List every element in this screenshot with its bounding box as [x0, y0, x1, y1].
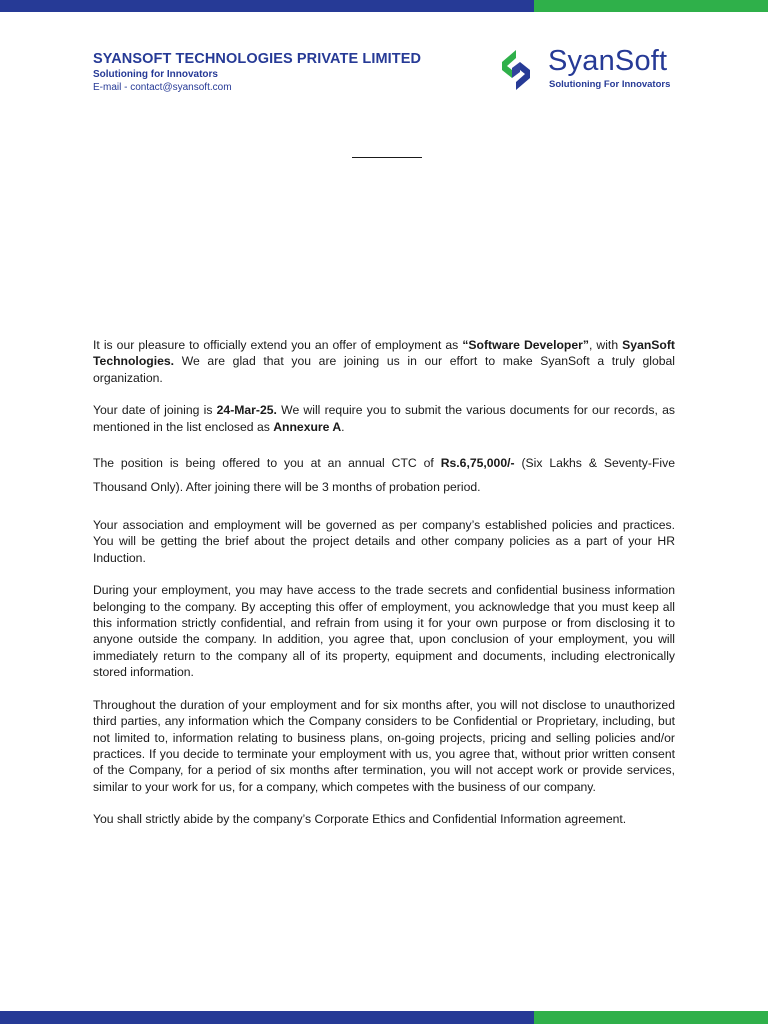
- ctc-text-start: The position is being offered to you at an annual CTC of: [93, 456, 441, 471]
- ctc-amount: Rs.6,75,000/-: [440, 456, 515, 471]
- paragraph-ethics: You shall strictly abide by the company’s Corporate Ethics and Confidential Information agreement.: [93, 812, 627, 827]
- company-name: SYANSOFT TECHNOLOGIES PRIVATE LIMITED: [93, 51, 422, 67]
- joining-date: 24-Mar-25.: [216, 403, 277, 418]
- offer-text-start: It is our pleasure to officially extend you an offer of employment as: [93, 338, 463, 352]
- logo-tagline: Solutioning For Innovators: [549, 79, 671, 90]
- job-role: “Software Developer”: [462, 338, 589, 352]
- joining-text-end: .: [341, 419, 345, 434]
- company-tagline: Solutioning for Innovators: [93, 69, 218, 80]
- company-reference: SyanSoft Technologies.: [93, 338, 675, 369]
- logo-wordmark: SyanSoft: [548, 45, 668, 77]
- paragraph-ctc: [93, 451, 675, 499]
- top-bar-blue-segment: [0, 0, 534, 12]
- joining-text-mid: We will require you to submit the various documents for our records, as mentioned in the list enclosed as: [93, 403, 675, 434]
- offer-text-mid: , with: [588, 338, 623, 352]
- bottom-bar-blue-segment: [0, 1011, 534, 1024]
- title-underline: [352, 157, 422, 158]
- joining-text-start: Your date of joining is: [93, 403, 217, 418]
- paragraph-joining: [93, 402, 675, 435]
- ctc-text-end: (Six Lakhs & Seventy-Five Thousand Only). After joining there will be 3 months of probation period.: [93, 456, 675, 495]
- paragraph-confidentiality: During your employment, you may have access to the trade secrets and confidential business information belonging to the company. By accepting this offer of employment, you acknowledge that you must keep all this information strictly confidential, and refrain from using it for your own purpose or from disclosing it to anyone outside the company. In addition, you agree that, upon conclusion of your employment, you will immediately return to the company all of its property, equipment and documents, including electronically stored information.: [93, 583, 675, 680]
- paragraph-policies: Your association and employment will be governed as per company’s established policies and practices. You will be getting the brief about the project details and other company policies as a part of your HR Induction.: [93, 518, 675, 565]
- bottom-bar-green-segment: [534, 1011, 768, 1024]
- paragraph-non-disclosure: Throughout the duration of your employment and for six months after, you will not disclose to unauthorized third parties, any information which the Company considers to be Confidential or Proprietary, including, but not limited to, information relating to business plans, on-going projects, pricing and selling policies and/or practices. If you decide to terminate your employment with us, you agree that, without prior written consent of the Company, for a period of six months after termination, you will not accept work or provide services, similar to your work for us, for a company, which competes with the business of our company.: [93, 697, 675, 794]
- bottom-color-bar: [0, 1011, 768, 1024]
- syansoft-logo-icon: [496, 48, 536, 92]
- top-color-bar: [0, 0, 768, 12]
- annexure-reference: Annexure A: [273, 419, 342, 434]
- company-email: E-mail - contact@syansoft.com: [93, 82, 232, 93]
- letter-body: [93, 337, 675, 828]
- offer-text-end: We are glad that you are joining us in our effort to make SyanSoft a truly global organization.: [93, 354, 675, 385]
- letterhead-company-block: [93, 50, 421, 95]
- top-bar-green-segment: [534, 0, 768, 12]
- paragraph-offer: [93, 337, 675, 386]
- syansoft-logo: [494, 44, 694, 96]
